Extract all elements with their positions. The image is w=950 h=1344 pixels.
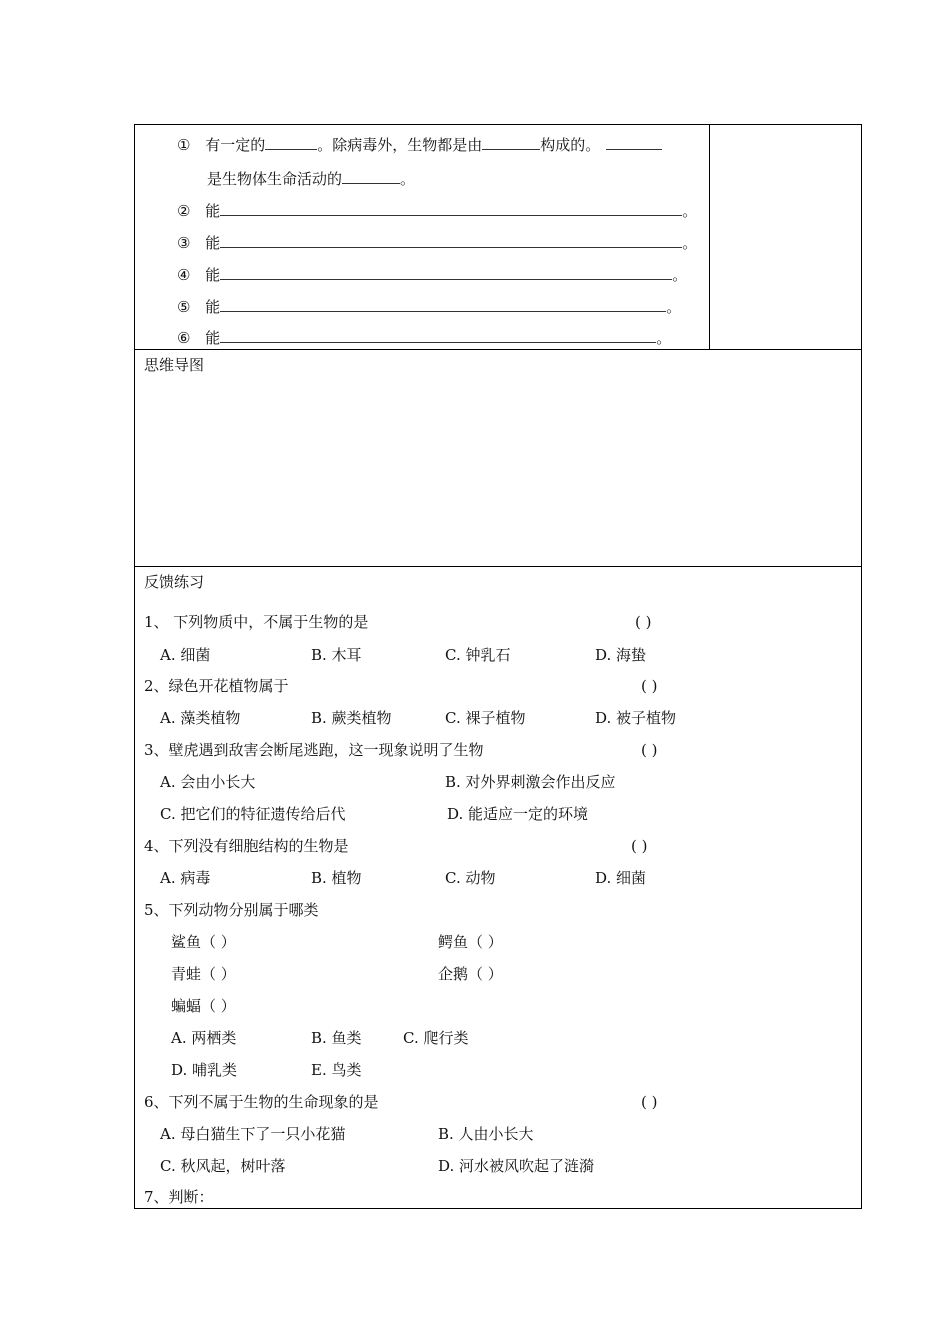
item-5: ⑤ 能 。 (177, 298, 682, 316)
item-2: ② 能 。 (177, 202, 698, 220)
answer-blank[interactable] (606, 135, 662, 150)
answer-paren[interactable]: ( ) (635, 613, 652, 631)
answer-blank[interactable] (220, 233, 682, 248)
answer-paren[interactable]: ( ) (641, 1093, 658, 1111)
option[interactable]: C. 把它们的特征遗传给后代 (160, 805, 346, 823)
item-number: ① (177, 136, 191, 154)
animal-item[interactable]: 企鹅（ ） (438, 965, 503, 983)
animal-item[interactable]: 鲨鱼（ ） (171, 933, 236, 951)
answer-paren[interactable]: ( ) (641, 741, 658, 759)
answer-blank[interactable] (220, 328, 656, 343)
item-4: ④ 能 。 (177, 266, 688, 284)
option[interactable]: C. 动物 (445, 869, 496, 887)
item-6: ⑥ 能 。 (177, 329, 672, 347)
mindmap-row (135, 349, 861, 567)
characteristics-row (135, 125, 861, 350)
question-1: 1、 下列物质中，不属于生物的是 (144, 613, 369, 631)
option: E. 鸟类 (311, 1061, 362, 1079)
animal-item[interactable]: 青蛙（ ） (171, 965, 236, 983)
option: C. 爬行类 (403, 1029, 469, 1047)
feedback-title: 反馈练习 (144, 573, 205, 591)
option[interactable]: B. 植物 (311, 869, 362, 887)
option: D. 哺乳类 (171, 1061, 238, 1079)
item-3: ③ 能 。 (177, 234, 698, 252)
answer-blank[interactable] (220, 265, 672, 280)
option[interactable]: D. 能适应一定的环境 (447, 805, 589, 823)
option[interactable]: A. 藻类植物 (160, 709, 241, 727)
item-1-line-2: 是生物体生命活动的 。 (207, 170, 416, 188)
option: B. 鱼类 (311, 1029, 362, 1047)
answer-blank[interactable] (220, 297, 666, 312)
option[interactable]: A. 会由小长大 (160, 773, 256, 791)
option[interactable]: C. 钟乳石 (445, 646, 511, 664)
option[interactable]: D. 海蛰 (595, 646, 647, 664)
question-3: 3、壁虎遇到敌害会断尾逃跑，这一现象说明了生物 (144, 741, 484, 759)
question-6: 6、下列不属于生物的生命现象的是 (144, 1093, 379, 1111)
worksheet-table (134, 124, 862, 1209)
option[interactable]: D. 被子植物 (595, 709, 677, 727)
option[interactable]: B. 木耳 (311, 646, 362, 664)
option[interactable]: A. 病毒 (160, 869, 211, 887)
option[interactable]: D. 细菌 (595, 869, 647, 887)
answer-blank[interactable] (482, 135, 540, 150)
option: A. 两栖类 (171, 1029, 237, 1047)
answer-paren[interactable]: ( ) (641, 677, 658, 695)
option[interactable]: A. 细菌 (160, 646, 211, 664)
answer-blank[interactable] (220, 201, 682, 216)
option[interactable]: B. 人由小长大 (438, 1125, 534, 1143)
answer-blank[interactable] (265, 135, 317, 150)
answer-blank[interactable] (342, 169, 400, 184)
option[interactable]: A. 母白猫生下了一只小花猫 (160, 1125, 346, 1143)
option[interactable]: D. 河水被风吹起了涟漪 (438, 1157, 595, 1175)
animal-item[interactable]: 鳄鱼（ ） (438, 933, 503, 951)
option[interactable]: C. 秋风起，树叶落 (160, 1157, 286, 1175)
option[interactable]: B. 蕨类植物 (311, 709, 392, 727)
option[interactable]: C. 裸子植物 (445, 709, 526, 727)
question-2: 2、绿色开花植物属于 (144, 677, 289, 695)
question-4: 4、下列没有细胞结构的生物是 (144, 837, 349, 855)
item-1-line-1: ① 有一定的 。除病毒外，生物都是由 构成的。 (177, 135, 662, 155)
answer-paren[interactable]: ( ) (631, 837, 648, 855)
question-5: 5、下列动物分别属于哪类 (144, 901, 319, 919)
animal-item[interactable]: 蝙蝠（ ） (171, 997, 236, 1015)
option[interactable]: B. 对外界刺激会作出反应 (445, 773, 616, 791)
mindmap-title: 思维导图 (144, 356, 205, 374)
question-7: 7、判断： (144, 1188, 214, 1206)
column-divider (709, 125, 710, 349)
